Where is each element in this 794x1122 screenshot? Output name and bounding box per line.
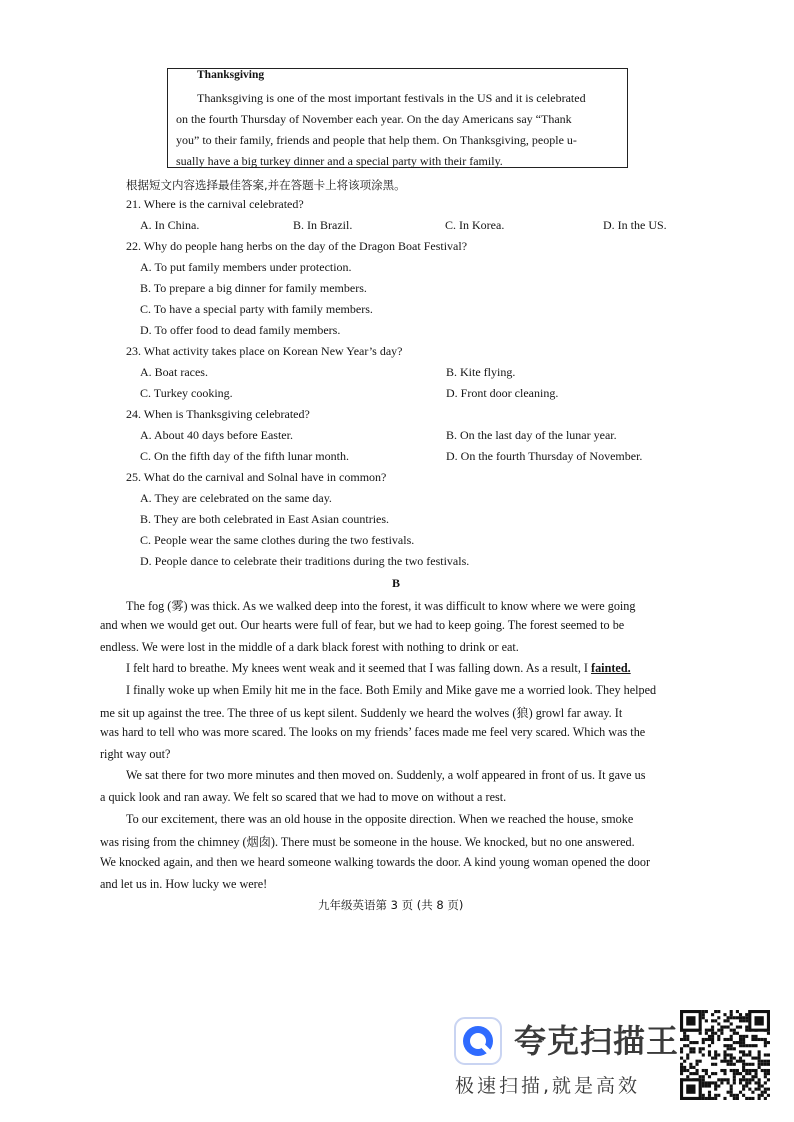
option: C. In Korea. — [445, 218, 505, 232]
paragraph-line: a quick look and ran away. We felt so scared that we had to move on without a rest. — [100, 790, 507, 804]
paragraph-line: We knocked again, and then we heard someone walking towards the door. A kind young woman opened the door — [100, 855, 651, 869]
option: C. Turkey cooking. — [140, 386, 233, 400]
passage-line: on the fourth Thursday of November each year. On the day Americans say “Thank — [176, 112, 572, 126]
paragraph-line: was hard to tell who was more scared. The looks on my friends’ faces made me feel very scared. Which was the — [100, 725, 646, 739]
question-stem: 24. When is Thanksgiving celebrated? — [126, 407, 310, 421]
paragraph-line: and when we would get out. Our hearts were full of fear, but we had to keep going. The forest seemed to be — [100, 618, 625, 632]
option: A. They are celebrated on the same day. — [140, 491, 332, 505]
paragraph-line: I finally woke up when Emily hit me in the face. Both Emily and Mike gave me a worried look. They helped — [126, 683, 657, 697]
watermark-brand: 夸克扫描王 — [514, 1022, 680, 1060]
option: D. On the fourth Thursday of November. — [446, 449, 643, 463]
question-stem: 23. What activity takes place on Korean New Year’s day? — [126, 344, 403, 358]
paragraph-line: was rising from the chimney (烟囱). There must be someone in the house. We knocked, but no one answered. — [100, 835, 635, 849]
qr-code-icon — [680, 1010, 770, 1100]
option: C. People wear the same clothes during the two festivals. — [140, 533, 415, 547]
option: B. Kite flying. — [446, 365, 516, 379]
watermark-slogan: 极速扫描,就是高效 — [455, 1075, 641, 1097]
passage-title: Thanksgiving — [197, 69, 265, 81]
option: D. In the US. — [603, 218, 667, 232]
paragraph-line: right way out? — [100, 747, 171, 761]
option: A. In China. — [140, 218, 200, 232]
option: D. Front door cleaning. — [446, 386, 559, 400]
question-stem: 21. Where is the carnival celebrated? — [126, 197, 304, 211]
option: B. They are both celebrated in East Asian countries. — [140, 512, 390, 526]
option: C. On the fifth day of the fifth lunar month. — [140, 449, 349, 463]
paragraph-line: endless. We were lost in the middle of a dark black forest with nothing to drink or eat. — [100, 640, 519, 654]
question-stem: 22. Why do people hang herbs on the day of the Dragon Boat Festival? — [126, 239, 468, 253]
paragraph-line: me sit up against the tree. The three of us kept silent. Suddenly we heard the wolves (狼) growl far away. It — [100, 706, 623, 720]
option: B. On the last day of the lunar year. — [446, 428, 617, 442]
scanner-logo-icon — [454, 1017, 502, 1065]
passage-line: sually have a big turkey dinner and a special party with their family. — [176, 154, 503, 168]
option: C. To have a special party with family members. — [140, 302, 373, 316]
instruction: 根据短文内容选择最佳答案,并在答题卡上将该项涂黑。 — [126, 178, 406, 192]
option: D. People dance to celebrate their traditions during the two festivals. — [140, 554, 470, 568]
underlined-word: fainted. — [591, 661, 631, 675]
page-footer: 九年级英语第 3 页 (共 8 页) — [318, 898, 464, 912]
paragraph-line: To our excitement, there was an old house in the opposite direction. When we reached the house, smoke — [126, 812, 634, 826]
question-stem: 25. What do the carnival and Solnal have in common? — [126, 470, 387, 484]
option: A. To put family members under protection. — [140, 260, 352, 274]
option: D. To offer food to dead family members. — [140, 323, 341, 337]
option: B. To prepare a big dinner for family members. — [140, 281, 367, 295]
option: A. Boat races. — [140, 365, 208, 379]
paragraph-line: and let us in. How lucky we were! — [100, 877, 268, 891]
paragraph-line: We sat there for two more minutes and then moved on. Suddenly, a wolf appeared in front of us. It gave us — [126, 768, 646, 782]
passage-line: Thanksgiving is one of the most important festivals in the US and it is celebrated — [197, 91, 586, 105]
passage-line: you” to their family, friends and people that help them. On Thanksgiving, people u- — [176, 133, 577, 147]
paragraph-line: I felt hard to breathe. My knees went weak and it seemed that I was falling down. As a result, I fainted. — [126, 661, 631, 675]
option: A. About 40 days before Easter. — [140, 428, 293, 442]
section-heading: B — [392, 576, 401, 590]
paragraph-line: The fog (雾) was thick. As we walked deep into the forest, it was difficult to know where we were going — [126, 599, 636, 613]
option: B. In Brazil. — [293, 218, 353, 232]
